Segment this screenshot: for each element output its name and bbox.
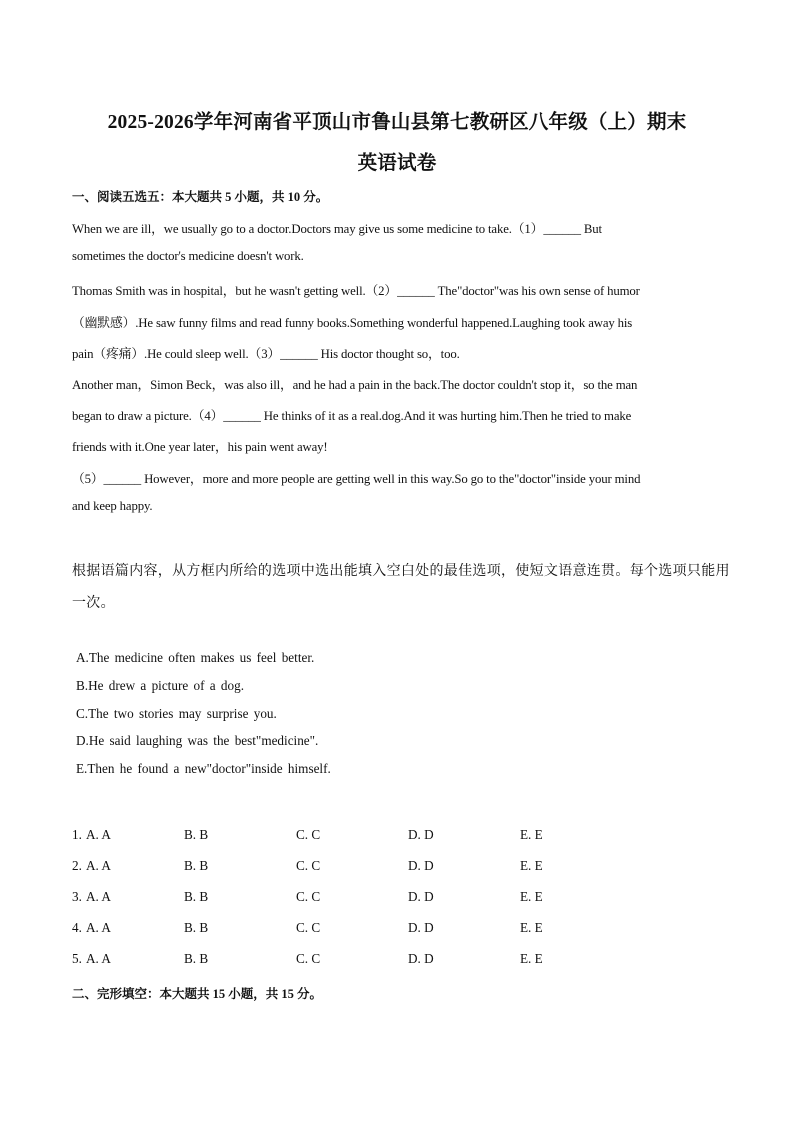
passage-line: began to draw a picture.（4）______ He thinks of it as a real.dog.And it was hurting him.Then he tried to make	[72, 409, 632, 423]
choice-d[interactable]: D. D	[408, 920, 434, 935]
choice-d[interactable]: D. D	[408, 827, 434, 842]
choice-a[interactable]: A. A	[86, 889, 111, 904]
choice-a[interactable]: A. A	[86, 920, 111, 935]
option-item: D.He said laughing was the best"medicine".	[76, 733, 319, 748]
option-item: A.The medicine often makes us feel better.	[76, 650, 315, 665]
choice-d[interactable]: D. D	[408, 951, 434, 966]
question-number: 4.	[72, 920, 82, 935]
choice-c[interactable]: C. C	[296, 951, 321, 966]
choice-b[interactable]: B. B	[184, 920, 209, 935]
question-number: 5.	[72, 951, 82, 966]
choice-e[interactable]: E. E	[520, 858, 543, 873]
passage-line: When we are ill，we usually go to a doctor.Doctors may give us some medicine to take.（1）______ But	[72, 222, 602, 236]
choice-e[interactable]: E. E	[520, 920, 543, 935]
choice-a[interactable]: A. A	[86, 827, 111, 842]
passage-line: （幽默感）.He saw funny films and read funny books.Something wonderful happened.Laughing took away his	[72, 316, 633, 330]
choice-b[interactable]: B. B	[184, 858, 209, 873]
option-item: E.Then he found a new"doctor"inside himself.	[76, 761, 331, 776]
question-number: 3.	[72, 889, 82, 904]
option-item: C.The two stories may surprise you.	[76, 706, 277, 721]
instruction-line: 根据语篇内容，从方框内所给的选项中选出能填入空白处的最佳选项，使短文语意连贯。每个选项只能用	[72, 564, 730, 579]
choice-c[interactable]: C. C	[296, 889, 321, 904]
passage-line: Thomas Smith was in hospital，but he wasn't getting well.（2）______ The"doctor"was his own sense of humor	[72, 284, 640, 298]
passage-line: pain（疼痛）.He could sleep well.（3）______ His doctor thought so，too.	[72, 347, 460, 361]
choice-a[interactable]: A. A	[86, 951, 111, 966]
section1-heading: 一、阅读五选五：本大题共 5 小题，共 10 分。	[72, 190, 329, 204]
choice-d[interactable]: D. D	[408, 858, 434, 873]
choice-b[interactable]: B. B	[184, 889, 209, 904]
option-item: B.He drew a picture of a dog.	[76, 678, 244, 693]
passage-line: Another man，Simon Beck，was also ill，and he had a pain in the back.The doctor couldn't stop it，so the man	[72, 378, 638, 392]
exam-title: 2025-2026学年河南省平顶山市鲁山县第七教研区八年级（上）期末	[107, 112, 687, 133]
passage-line: sometimes the doctor's medicine doesn't work.	[72, 249, 304, 263]
choice-e[interactable]: E. E	[520, 889, 543, 904]
choice-c[interactable]: C. C	[296, 920, 321, 935]
exam-subtitle: 英语试卷	[357, 153, 437, 174]
choice-b[interactable]: B. B	[184, 827, 209, 842]
passage-line: （5）______ However，more and more people are getting well in this way.So go to the"doctor"inside your mind	[72, 472, 641, 486]
choice-c[interactable]: C. C	[296, 827, 321, 842]
section2-heading: 二、完形填空：本大题共 15 小题，共 15 分。	[72, 987, 323, 1001]
passage-line: friends with it.One year later，his pain went away!	[72, 440, 328, 454]
choice-d[interactable]: D. D	[408, 889, 434, 904]
choice-e[interactable]: E. E	[520, 827, 543, 842]
question-number: 1.	[72, 827, 82, 842]
passage-line: and keep happy.	[72, 499, 153, 513]
choice-e[interactable]: E. E	[520, 951, 543, 966]
question-number: 2.	[72, 858, 82, 873]
choice-c[interactable]: C. C	[296, 858, 321, 873]
choice-a[interactable]: A. A	[86, 858, 111, 873]
instruction-line: 一次。	[72, 596, 115, 611]
choice-b[interactable]: B. B	[184, 951, 209, 966]
